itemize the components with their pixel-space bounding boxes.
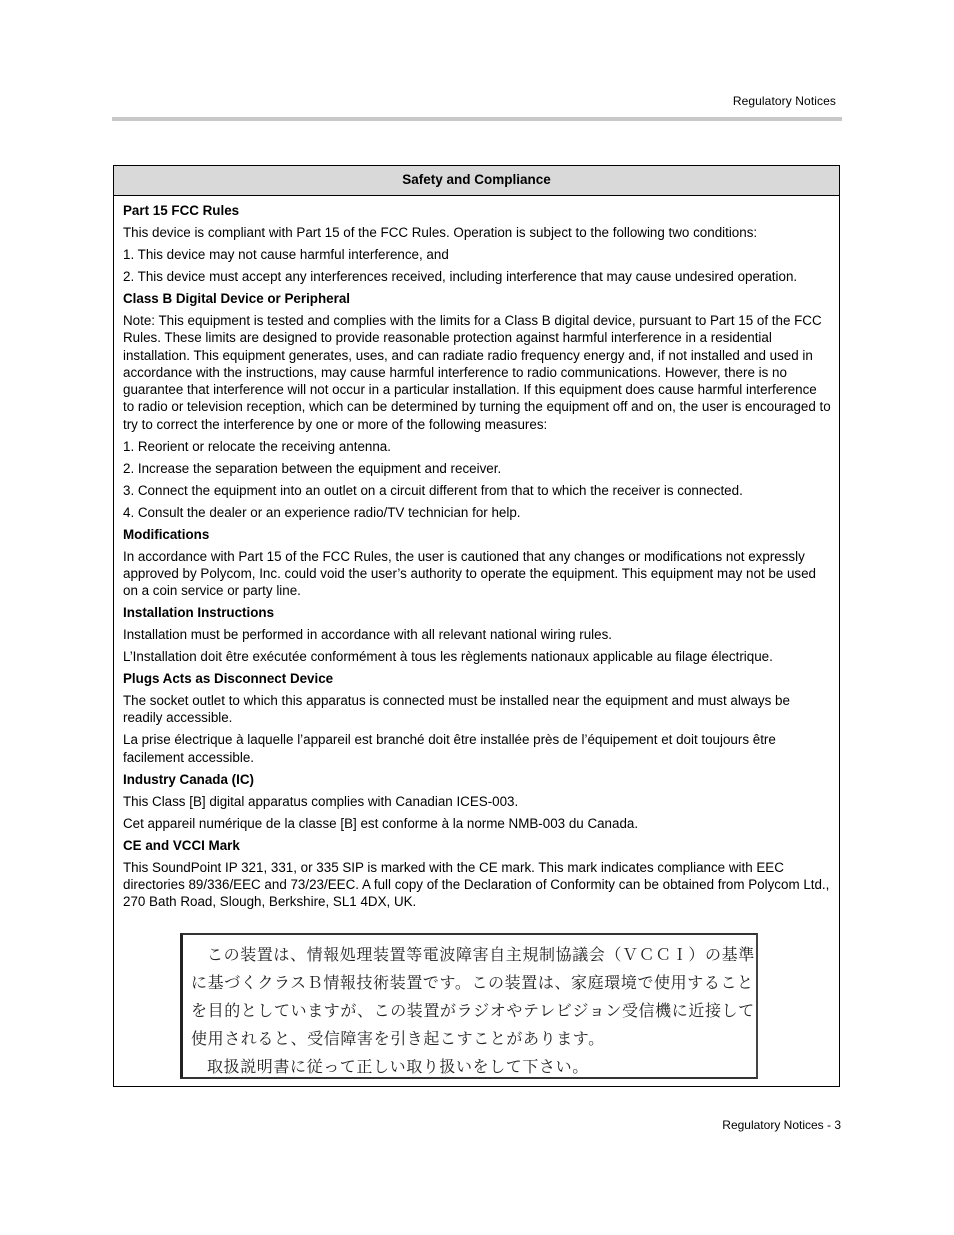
body-paragraph: 1. This device may not cause harmful interference, and [123,246,449,262]
body-paragraph: Installation must be performed in accordance with all relevant national wiring rules. [123,627,613,643]
body-paragraph: 2. Increase the separation between the equipment and receiver. [123,460,502,476]
body-paragraph: This device is compliant with Part 15 of the FCC Rules. Operation is subject to the following two conditions: [123,224,758,240]
body-paragraph: This Class [B] digital apparatus complies with Canadian ICES-003. [123,793,519,809]
body-paragraph: L’Installation doit être exécutée conformément à tous les règlements nationaux applicable au filage électrique. [123,649,773,665]
body-paragraph: 3. Connect the equipment into an outlet on a circuit different from that to which the receiver is connected. [123,482,743,498]
section-heading: Industry Canada (IC) [123,771,254,787]
vcci-notice-line: この装置は、情報処理装置等電波障害自主規制協議会（ＶＣＣＩ）の基準 [207,945,755,964]
running-header: Regulatory Notices [732,94,836,108]
body-paragraph: 2. This device must accept any interferences received, including interference that may cause undesired operation. [123,268,798,284]
vcci-notice-line: を目的としていますが、この装置がラジオやテレビジョン受信機に近接して [191,1001,755,1020]
table-title: Safety and Compliance [114,166,839,196]
vcci-notice-image [180,933,758,1079]
body-paragraph: The socket outlet to which this apparatus is connected must be installed near the equipment and must always be readily accessible. [123,693,790,726]
safety-compliance-table [113,165,840,1087]
header-rule [112,117,842,121]
vcci-notice-line: 使用されると、受信障害を引き起こすことがあります。 [191,1029,605,1048]
body-paragraph: This SoundPoint IP 321, 331, or 335 SIP is marked with the CE mark. This mark indicates compliance with EEC directories 89/336/EEC and 73/23/EEC. A full copy of the Declaration of Conformity can be obtained from Polycom Ltd., 270 Bath Road, Slough, Berkshire, SL1 4DX, UK. [123,859,830,910]
body-paragraph: 4. Consult the dealer or an experience radio/TV technician for help. [123,504,521,520]
body-paragraph: In accordance with Part 15 of the FCC Rules, the user is cautioned that any changes or modifications not expressly approved by Polycom, Inc. could void the user’s authority to operate the equipment. This equipment may not be used on a coin service or party line. [123,548,817,599]
section-heading: CE and VCCI Mark [123,837,240,853]
vcci-notice-line: 取扱説明書に従って正しい取り扱いをして下さい。 [207,1057,589,1076]
section-heading: Modifications [123,526,210,542]
section-heading: Part 15 FCC Rules [123,203,240,218]
body-paragraph: La prise électrique à laquelle l’appareil est branché doit être installée près de l’équipement et doit toujours être facilement accessible. [123,732,776,765]
table-body [114,196,839,911]
section-heading: Class B Digital Device or Peripheral [123,290,350,306]
body-paragraph: Note: This equipment is tested and complies with the limits for a Class B digital device, pursuant to Part 15 of the FCC Rules. These limits are designed to provide reasonable protection against harmful interference in a residential installation. This equipment generates, uses, and can radiate radio frequency energy and, if not installed and used in accordance with the instructions, may cause harmful interference to radio communications. However, there is no guarantee that interference will not occur in a particular installation. If this equipment does cause harmful interference to radio or television reception, which can be determined by turning the equipment off and on, the user is encouraged to try to correct the interference by one or more of the following measures: [123,312,831,432]
section-heading: Installation Instructions [123,605,275,621]
vcci-notice-line: に基づくクラスＢ情報技術装置です。この装置は、家庭環境で使用すること [191,973,754,992]
body-paragraph: 1. Reorient or relocate the receiving antenna. [123,438,391,454]
section-heading: Plugs Acts as Disconnect Device [123,671,334,687]
page-footer: Regulatory Notices - 3 [722,1118,841,1132]
body-paragraph: Cet appareil numérique de la classe [B] est conforme à la norme NMB-003 du Canada. [123,815,639,831]
